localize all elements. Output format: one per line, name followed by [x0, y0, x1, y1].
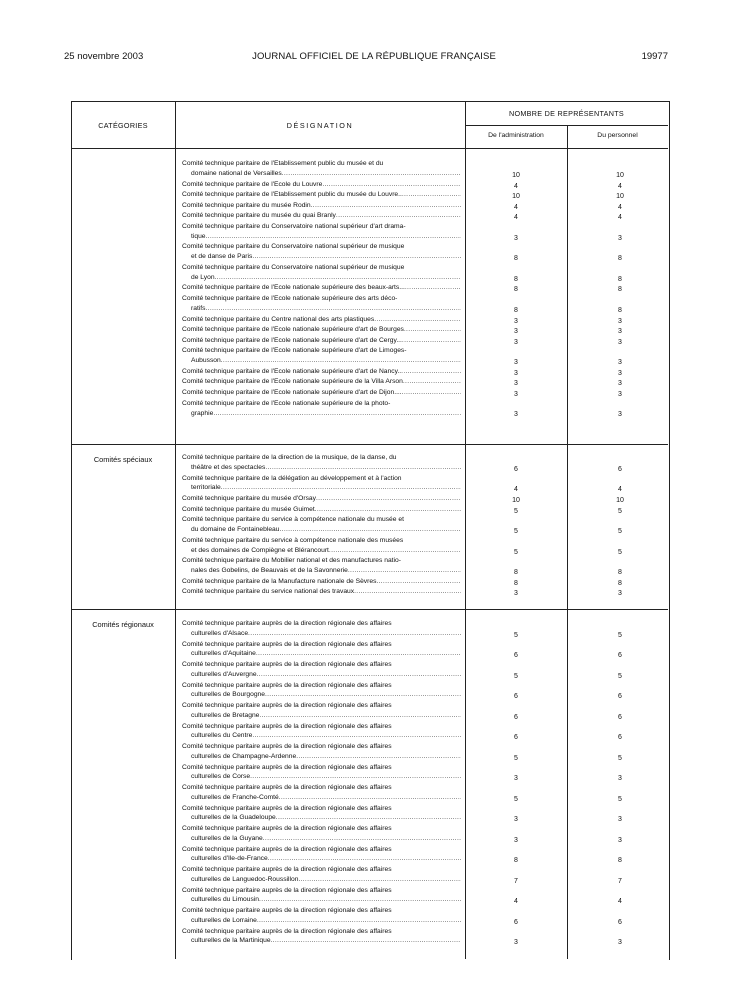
designation-line: Comité technique paritaire de l'Etablissement public du musée et du — [182, 160, 384, 167]
row-designation — [182, 515, 461, 535]
column-divider-admin — [465, 101, 466, 959]
designation-line: Comité technique paritaire auprès de la direction régionale des affaires — [182, 804, 392, 812]
row-designation — [182, 886, 461, 906]
admin-count: 5 — [514, 631, 518, 639]
section-divider-1 — [71, 444, 668, 445]
designation-line: Comité technique paritaire auprès de la direction régionale des affaires — [182, 825, 392, 832]
admin-count: 3 — [514, 317, 518, 325]
personnel-count: 8 — [618, 275, 622, 283]
row-designation — [182, 577, 461, 587]
designation-line: Comité technique paritaire de l'Ecole nationale supérieure de la photo- — [182, 399, 391, 407]
personnel-count: 4 — [618, 214, 622, 222]
personnel-count: 3 — [618, 380, 622, 388]
row-designation — [182, 336, 461, 346]
designation-line: Comité technique paritaire auprès de la direction régionale des affaires — [182, 927, 392, 935]
row-designation — [182, 388, 461, 398]
admin-count: 3 — [514, 380, 518, 388]
header-personnel: Du personnel — [597, 132, 638, 139]
row-designation — [182, 263, 461, 283]
admin-count: 4 — [514, 214, 518, 222]
admin-count: 10 — [512, 497, 520, 504]
admin-count: 8 — [514, 286, 518, 294]
row-designation — [182, 804, 461, 824]
personnel-count: 5 — [618, 507, 622, 515]
personnel-count: 3 — [618, 391, 622, 398]
row-designation — [182, 505, 461, 515]
designation-line: Comité technique paritaire du Centre national des arts plastiques ..... — [182, 315, 461, 325]
header-subdivider — [465, 125, 668, 126]
row-designation — [182, 180, 461, 190]
personnel-count: 6 — [618, 918, 622, 926]
designation-line: Comité technique paritaire auprès de la direction régionale des affaires — [182, 866, 392, 873]
designation-line: Comité technique paritaire de l'Ecole nationale supérieure d'art de Dijon.... ..... — [182, 388, 461, 398]
designation-line: culturelles de la Guadeloupe ..... — [182, 813, 461, 823]
designation-line: Comité technique paritaire du Conservatoire national supérieur de musique — [182, 243, 405, 251]
personnel-count: 3 — [618, 939, 622, 947]
row-designation — [182, 283, 461, 293]
designation-line: culturelles de la Martinique ..... — [182, 936, 461, 946]
admin-count: 3 — [514, 816, 518, 824]
header-designation: DÉSIGNATION — [286, 121, 354, 130]
personnel-count: 8 — [618, 569, 622, 577]
designation-line: Comité technique paritaire auprès de la direction régionale des affaires — [182, 620, 392, 627]
page-header — [0, 51, 748, 65]
designation-line: Comité technique paritaire auprès de la direction régionale des affaires — [182, 661, 392, 668]
designation-line: Comité technique paritaire auprès de la direction régionale des affaires — [182, 784, 392, 791]
row-designation — [182, 763, 461, 783]
personnel-count: 5 — [618, 631, 622, 639]
row-designation — [182, 474, 461, 494]
admin-count: 3 — [514, 359, 518, 367]
admin-count: 8 — [514, 275, 518, 283]
personnel-count: 5 — [618, 528, 622, 536]
admin-count: 3 — [514, 590, 518, 598]
personnel-count: 7 — [618, 877, 622, 885]
admin-count: 3 — [514, 939, 518, 947]
admin-count: 3 — [514, 234, 518, 242]
admin-count: 6 — [514, 652, 518, 660]
personnel-count: 3 — [618, 234, 622, 242]
personnel-count: 4 — [618, 182, 622, 190]
designation-line: Comité technique paritaire de l'Etablissement public du musée du Louvre.. ..... — [182, 190, 461, 200]
admin-count: 6 — [514, 918, 518, 926]
row-designation — [182, 399, 461, 419]
row-designation — [182, 377, 461, 387]
admin-count: 6 — [514, 713, 518, 721]
row-designation — [182, 242, 461, 262]
admin-count: 8 — [514, 569, 518, 577]
designation-line: Comité technique paritaire de l'Ecole nationale supérieure d'art de Cergy... ..... — [182, 336, 461, 346]
header-categories: CATÉGORIES — [98, 121, 148, 130]
admin-count: 4 — [514, 182, 518, 190]
row-designation — [182, 906, 461, 926]
admin-count: 5 — [514, 507, 518, 515]
admin-count: 4 — [514, 486, 518, 494]
admin-count: 7 — [514, 877, 518, 885]
designation-line: culturelles de Bourgogne ..... — [182, 690, 461, 700]
designation-line: théâtre et des spectacles ..... — [182, 463, 461, 473]
designation-line: Comité technique paritaire auprès de la direction régionale des affaires — [182, 763, 392, 771]
admin-count: 4 — [514, 203, 518, 211]
admin-count: 5 — [514, 528, 518, 536]
designation-line: Comité technique paritaire auprès de la direction régionale des affaires — [182, 886, 392, 894]
header-journal-title: JOURNAL OFFICIEL DE LA RÉPUBLIQUE FRANÇAISE — [252, 51, 496, 62]
designation-line: culturelles du Limousin ..... — [182, 895, 461, 905]
designation-line: Comité technique paritaire de l'Ecole du Louvre ..... — [182, 180, 461, 190]
row-designation — [182, 783, 461, 803]
designation-line: Comité technique paritaire du musée Guimet ..... — [182, 505, 461, 515]
personnel-count: 3 — [618, 816, 622, 824]
personnel-count: 5 — [618, 548, 622, 556]
row-designation — [182, 556, 461, 576]
personnel-count: 3 — [618, 590, 622, 598]
admin-count: 8 — [514, 579, 518, 587]
designation-line: Comité technique paritaire auprès de la direction régionale des affaires — [182, 681, 392, 689]
designation-line: Comité technique paritaire de l'Ecole nationale supérieure d'art de Limoges- — [182, 347, 407, 355]
personnel-count: 8 — [618, 286, 622, 294]
row-designation — [182, 824, 461, 844]
designation-line: Comité technique paritaire de la délégation au développement et à l'action — [182, 474, 402, 482]
personnel-count: 8 — [618, 306, 622, 314]
designation-line: Comité technique paritaire auprès de la direction régionale des affaires — [182, 640, 392, 648]
designation-line: graphie ..... — [182, 409, 461, 419]
designation-line: Comité technique paritaire du service à compétence nationale des musées — [182, 536, 404, 544]
designation-line: ratifs ..... — [182, 304, 461, 314]
row-designation — [182, 927, 461, 947]
admin-count: 10 — [512, 171, 520, 179]
column-divider-designation — [175, 101, 176, 959]
row-designation — [182, 701, 461, 721]
designation-line: culturelles de Corse ..... — [182, 772, 461, 782]
personnel-count: 3 — [618, 369, 622, 377]
row-designation — [182, 190, 461, 200]
designation-line: culturelles d'Ile-de-France ..... — [182, 854, 461, 864]
personnel-count: 6 — [618, 465, 622, 473]
designation-line: Comité technique paritaire de la Manufacture nationale de Sèvres ..... — [182, 577, 461, 587]
designation-line: Comité technique paritaire de l'Ecole nationale supérieure d'art de Nancy.. ..... — [182, 367, 461, 377]
personnel-count: 6 — [618, 713, 622, 721]
designation-line: Comité technique paritaire du musée d'Orsay ..... — [182, 494, 461, 504]
designation-line: culturelles d'Aquitaine ..... — [182, 649, 461, 659]
admin-count: 3 — [514, 836, 518, 844]
category-label: Comités régionaux — [92, 620, 154, 629]
personnel-count: 3 — [618, 359, 622, 367]
personnel-count: 10 — [616, 497, 624, 504]
row-designation — [182, 201, 461, 211]
row-designation — [182, 640, 461, 660]
header-admin: De l'administration — [488, 132, 544, 139]
admin-count: 10 — [512, 193, 520, 201]
personnel-count: 3 — [618, 338, 622, 346]
personnel-count: 6 — [618, 652, 622, 660]
personnel-count: 10 — [616, 171, 624, 179]
designation-line: Comité technique paritaire auprès de la direction régionale des affaires — [182, 743, 392, 750]
column-divider-personnel — [567, 125, 568, 959]
designation-line: et de danse de Paris ..... — [182, 252, 461, 262]
admin-count: 3 — [514, 328, 518, 336]
header-bottom-rule — [71, 148, 668, 149]
admin-count: 3 — [514, 369, 518, 377]
designation-line: domaine national de Versailles ..... — [182, 169, 461, 179]
designation-line: Comité technique paritaire du Mobilier national et des manufactures natio- — [182, 557, 401, 565]
designation-line: du domaine de Fontainebleau ..... — [182, 525, 461, 535]
row-designation — [182, 845, 461, 865]
designation-line: Comité technique paritaire auprès de la direction régionale des affaires — [182, 722, 392, 730]
designation-line: Comité technique paritaire du Conservatoire national supérieur de musique — [182, 263, 405, 271]
personnel-count: 5 — [618, 754, 622, 762]
designation-line: culturelles d'Auvergne ..... — [182, 670, 461, 680]
personnel-count: 10 — [616, 193, 624, 201]
row-designation — [182, 346, 461, 366]
personnel-count: 5 — [618, 795, 622, 803]
row-designation — [182, 660, 461, 680]
designation-line: Comité technique paritaire du musée Rodin ..... — [182, 201, 461, 211]
personnel-count: 3 — [618, 317, 622, 325]
admin-count: 3 — [514, 411, 518, 419]
row-designation — [182, 587, 461, 597]
row-designation — [182, 494, 461, 504]
designation-line: Comité technique paritaire auprès de la direction régionale des affaires — [182, 702, 392, 709]
row-designation — [182, 536, 461, 556]
personnel-count: 8 — [618, 255, 622, 263]
header-nombre: NOMBRE DE REPRÉSENTANTS — [509, 109, 624, 118]
designation-line: Comité technique paritaire du service à compétence nationale du musée et — [182, 516, 404, 524]
designation-line: Comité technique paritaire de l'Ecole nationale supérieure d'art de Bourges ..... — [182, 325, 461, 335]
header-date: 25 novembre 2003 — [64, 51, 144, 62]
designation-line: Comité technique paritaire de l'Ecole nationale supérieure des arts déco- — [182, 295, 398, 302]
personnel-count: 3 — [618, 411, 622, 419]
personnel-count: 3 — [618, 836, 622, 844]
admin-count: 6 — [514, 465, 518, 473]
designation-line: Comité technique paritaire du Conservatoire national supérieur d'art drama- — [182, 222, 406, 230]
designation-line: nales des Gobelins, de Beauvais et de la Savonnerie ..... — [182, 566, 461, 576]
personnel-count: 6 — [618, 693, 622, 701]
admin-count: 5 — [514, 754, 518, 762]
section-divider-2 — [71, 609, 668, 610]
designation-line: Comité technique paritaire de l'Ecole nationale supérieure de la Villa Arson ..... — [182, 377, 461, 387]
personnel-count: 6 — [618, 734, 622, 742]
admin-count: 8 — [514, 255, 518, 263]
designation-line: culturelles de Champagne-Ardenne ..... — [182, 752, 461, 762]
designation-line: Aubusson ..... — [182, 356, 461, 366]
designation-line: Comité technique paritaire de l'Ecole nationale supérieure des beaux-arts... ..... — [182, 283, 461, 293]
personnel-count: 3 — [618, 328, 622, 336]
admin-count: 8 — [514, 306, 518, 314]
header-page-number: 19977 — [641, 51, 668, 62]
row-designation — [182, 367, 461, 377]
designation-line: culturelles d'Alsace ..... — [182, 629, 461, 639]
admin-count: 4 — [514, 898, 518, 906]
personnel-count: 4 — [618, 203, 622, 211]
designation-line: culturelles de la Guyane ..... — [182, 834, 461, 844]
designation-line: Comité technique paritaire du service national des travaux ..... — [182, 587, 461, 597]
row-designation — [182, 211, 461, 221]
designation-line: territoriale ..... — [182, 483, 461, 493]
designation-line: culturelles de Lorraine ..... — [182, 916, 461, 926]
admin-count: 3 — [514, 391, 518, 398]
admin-count: 6 — [514, 734, 518, 742]
designation-line: de Lyon ..... — [182, 273, 461, 283]
row-designation — [182, 742, 461, 762]
designation-line: culturelles du Centre ..... — [182, 731, 461, 741]
personnel-count: 4 — [618, 898, 622, 906]
personnel-count: 8 — [618, 857, 622, 865]
row-designation — [182, 159, 461, 179]
admin-count: 8 — [514, 857, 518, 865]
row-designation — [182, 294, 461, 314]
admin-count: 3 — [514, 338, 518, 346]
designation-line: culturelles de Franche-Comté ..... — [182, 793, 461, 803]
designation-line: Comité technique paritaire auprès de la direction régionale des affaires — [182, 907, 392, 914]
personnel-count: 8 — [618, 579, 622, 587]
row-designation — [182, 619, 461, 639]
designation-line: culturelles de Languedoc-Roussillon ..... — [182, 875, 461, 885]
admin-count: 5 — [514, 548, 518, 556]
row-designation — [182, 865, 461, 885]
personnel-count: 3 — [618, 775, 622, 783]
row-designation — [182, 681, 461, 701]
designation-line: Comité technique paritaire auprès de la direction régionale des affaires — [182, 845, 392, 853]
designation-line: Comité technique paritaire du musée du quai Branly ..... — [182, 211, 461, 221]
row-designation — [182, 722, 461, 742]
row-designation — [182, 222, 461, 242]
personnel-count: 4 — [618, 486, 622, 494]
admin-count: 5 — [514, 795, 518, 803]
designation-line: et des domaines de Compiègne et Blérancourt ..... — [182, 546, 461, 556]
row-designation — [182, 315, 461, 325]
category-label: Comités spéciaux — [93, 455, 153, 464]
admin-count: 5 — [514, 672, 518, 680]
row-designation — [182, 453, 461, 473]
admin-count: 6 — [514, 693, 518, 701]
designation-line: tique ..... — [182, 232, 461, 242]
personnel-count: 5 — [618, 672, 622, 680]
designation-line: Comité technique paritaire de la direction de la musique, de la danse, du — [182, 454, 397, 461]
designation-line: culturelles de Bretagne ..... — [182, 711, 461, 721]
admin-count: 3 — [514, 775, 518, 783]
row-designation — [182, 325, 461, 335]
